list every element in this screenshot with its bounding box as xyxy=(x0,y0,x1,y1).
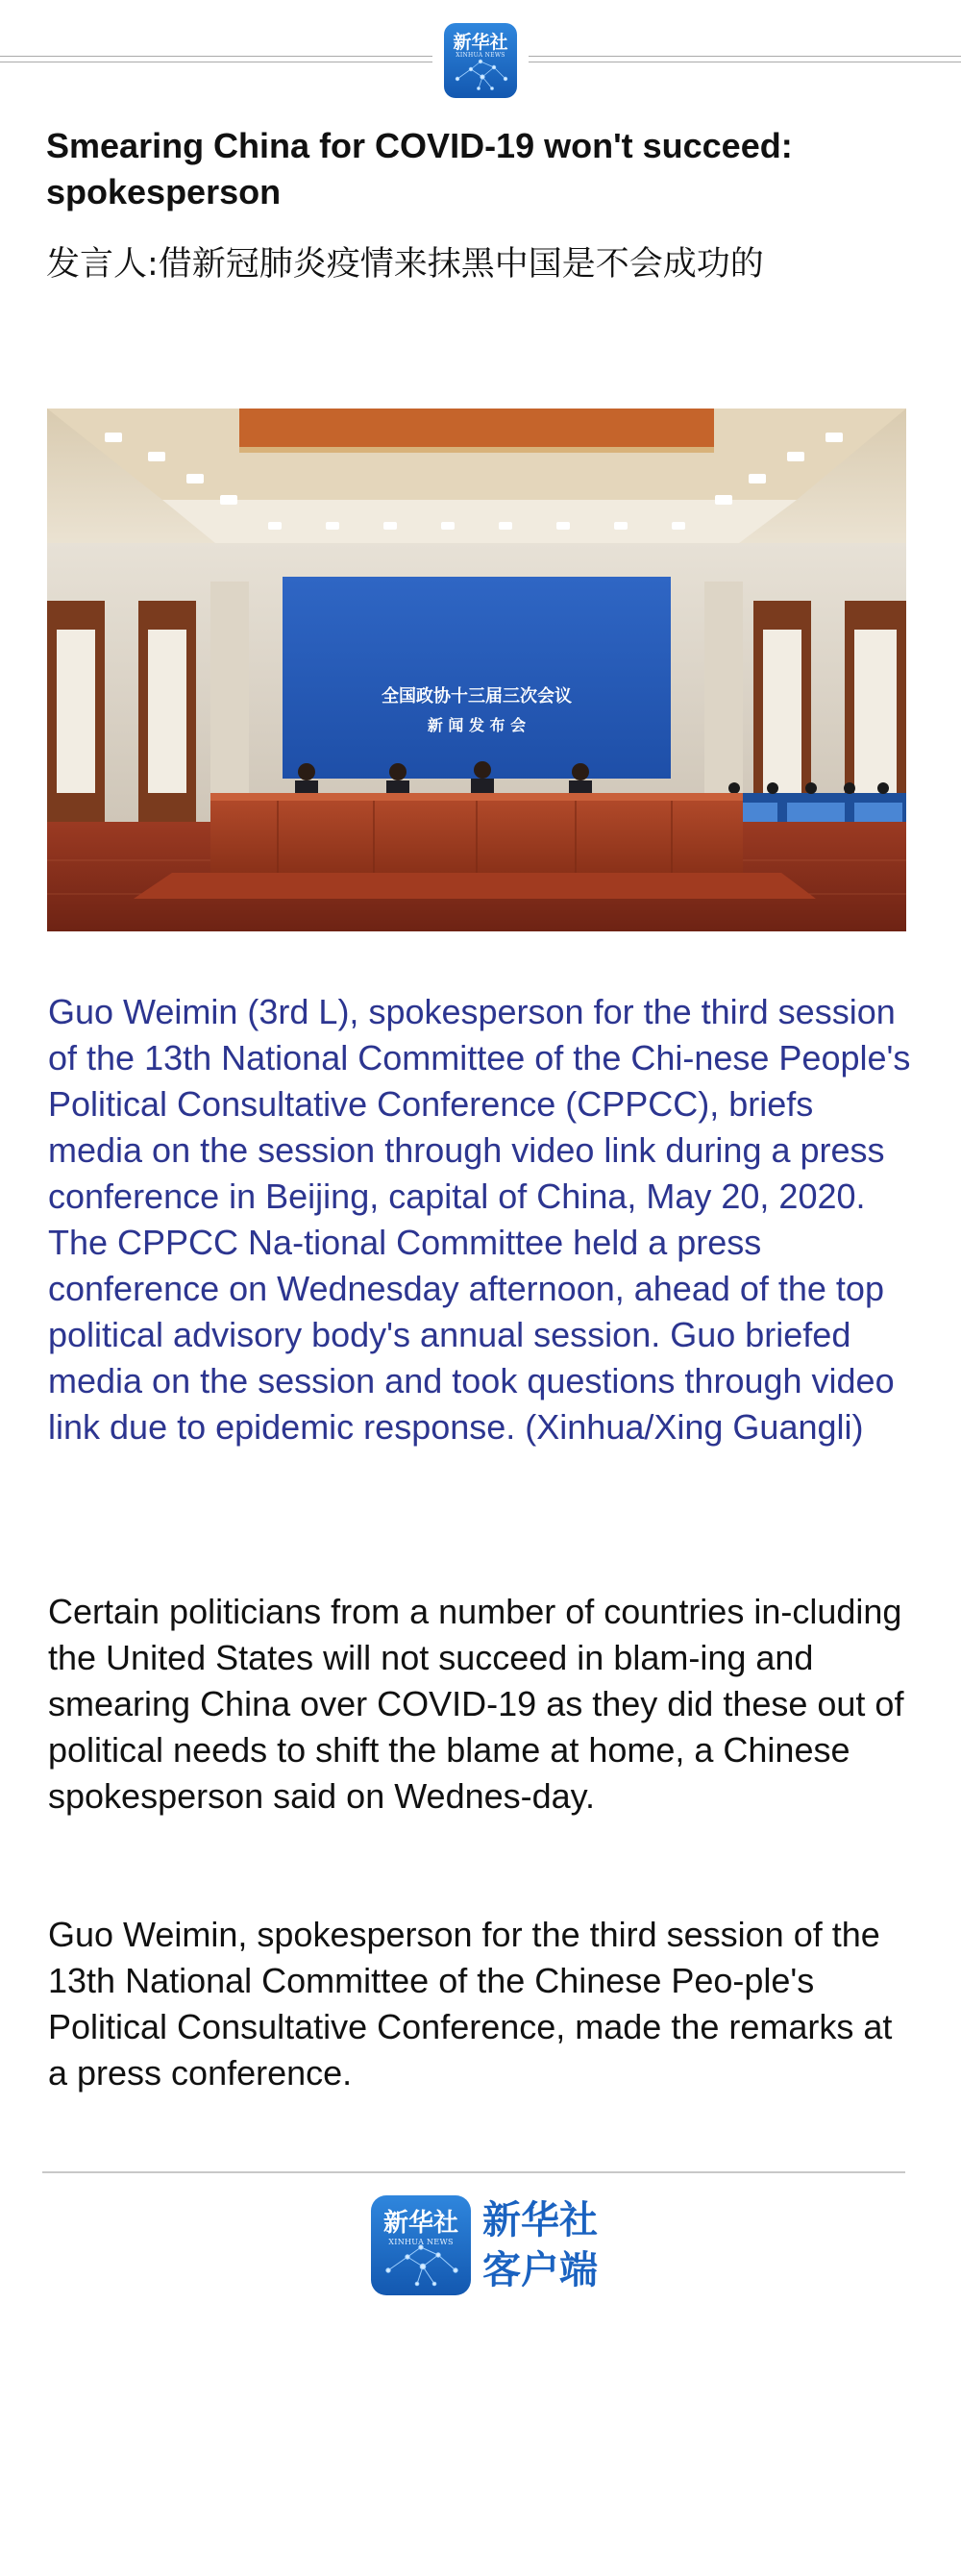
press-conference-photo xyxy=(47,409,906,931)
banner-line-1: 全国政协十三届三次会议 xyxy=(382,686,572,706)
logo-text: 新华社 xyxy=(382,2209,458,2238)
brand-line-2: 客户端 xyxy=(482,2248,598,2292)
article-title-en: Smearing China for COVID-19 won't succeed: spokesperson xyxy=(46,126,793,211)
body-paragraph: Certain politicians from a number of countries in-cluding the United States will not succeed in blam-ing and smearing China over COVID-19 as they did these out of political needs to shift the blame at home, a Chinese spokesperson said on Wednes-day. xyxy=(48,1592,904,1816)
top-header xyxy=(0,21,961,102)
xinhua-app-logo-icon[interactable] xyxy=(371,2195,471,2295)
brand-wordmark[interactable] xyxy=(482,2195,617,2295)
article-title-cn: 发言人:借新冠肺炎疫情来抹黑中国是不会成功的 xyxy=(46,245,764,284)
footer-divider xyxy=(42,2171,905,2173)
header-rule-right xyxy=(529,56,961,62)
press-conference-illustration xyxy=(47,409,906,931)
logo-subtext: XINHUA NEWS xyxy=(388,2238,454,2246)
header-rule-left xyxy=(0,56,432,62)
xinhua-logo-icon xyxy=(444,23,517,98)
photo-caption: Guo Weimin (3rd L), spokesperson for the third session of the 13th National Committee of the Chi-nese People's Political Consultative Conference (CPPCC), briefs media on the session through video link during a press conference in Beijing, capital of China, May 20, 2020. The CPPCC Na-tional Committee held a press conference on Wednesday afternoon, ahead of the top political advisory body's annual session. Guo briefed media on the session and took questions through video link due to epidemic response. (Xinhua/Xing Guangli) xyxy=(48,992,911,1447)
logo-subtext: XINHUA NEWS xyxy=(456,52,505,59)
brand-line-1: 新华社 xyxy=(482,2198,598,2242)
body-paragraph: Guo Weimin, spokesperson for the third session of the 13th National Committee of the Chinese Peo-ple's Political Consultative Conference, made the remarks at a press conference. xyxy=(48,1915,893,2093)
banner-line-2: 新 闻 发 布 会 xyxy=(427,716,527,734)
logo-text: 新华社 xyxy=(453,32,508,53)
